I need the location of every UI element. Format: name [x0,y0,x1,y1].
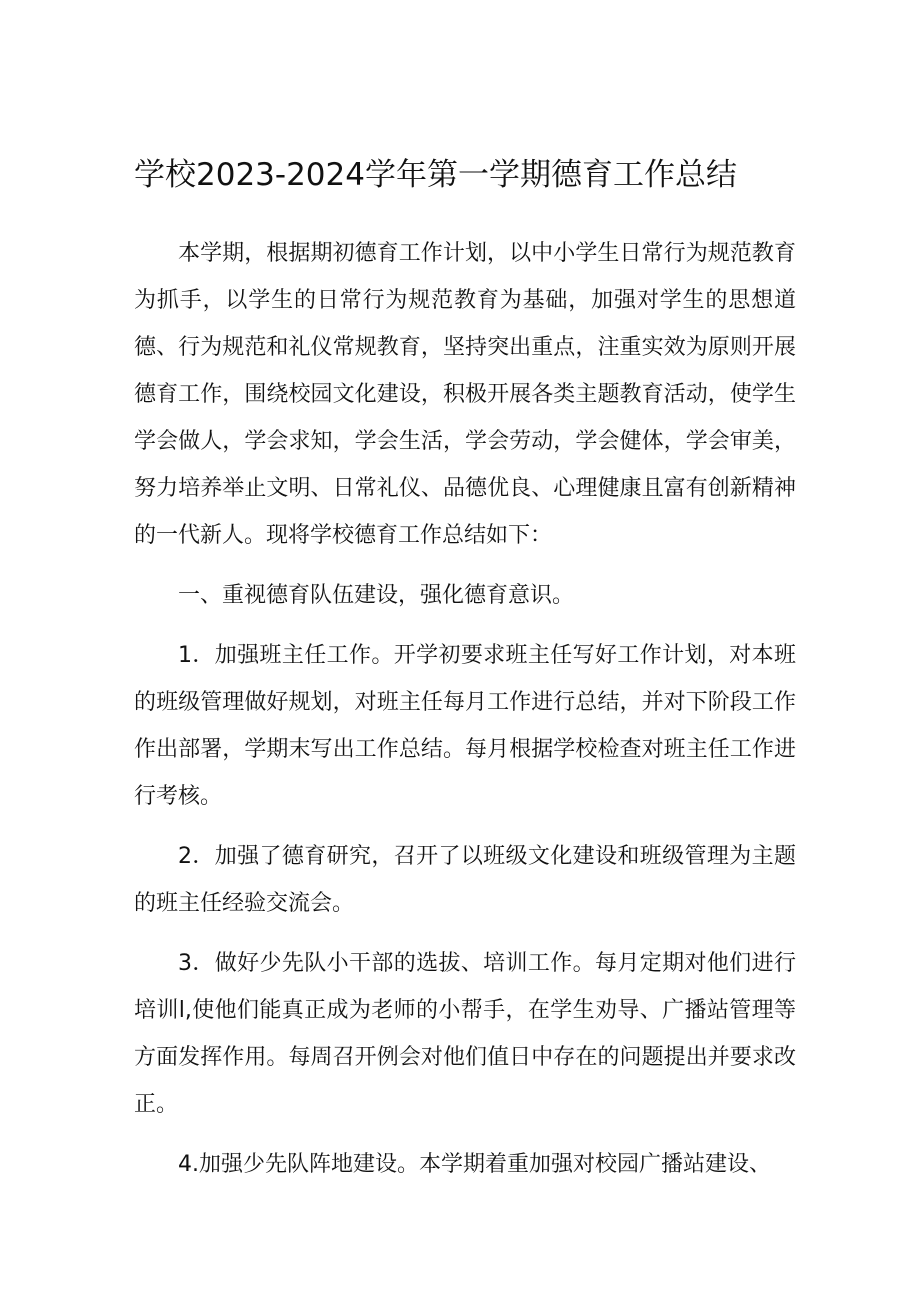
document-body [134,230,796,1201]
paragraph-item-4: 4.加强少先队阵地建设。本学期着重加强对校园广播站建设、 [178,1152,771,1177]
paragraph-item-3: 3．做好少先队小干部的选拔、培训工作。每月定期对他们进行培训l,使他们能真正成为老师的小帮手，在学生劝导、广播站管理等方面发挥作用。每周召开例会对他们值日中存在的问题提出并要求改正。 [134,951,796,1117]
paragraph-intro: 本学期，根据期初德育工作计划，以中小学生日常行为规范教育为抓手，以学生的日常行为规范教育为基础，加强对学生的思想道德、行为规范和礼仪常规教育，坚持突出重点，注重实效为原则开展德育工作，围绕校园文化建设，积极开展各类主题教育活动，使学生学会做人，学会求知，学会生活，学会劳动，学会健体，学会审美，努力培养举止文明、日常礼仪、品德优良、心理健康且富有创新精神的一代新人。现将学校德育工作总结如下： [134,241,796,548]
paragraph-item-1: 1．加强班主任工作。开学初要求班主任写好工作计划，对本班的班级管理做好规划，对班主任每月工作进行总结，并对下阶段工作作出部署，学期末写出工作总结。每月根据学校检查对班主任工作进行考核。 [134,643,796,809]
document-title: 学校2023-2024学年第一学期德育工作总结 [134,157,737,193]
paragraph-item-2: 2．加强了德育研究，召开了以班级文化建设和班级管理为主题的班主任经验交流会。 [134,844,796,916]
section-heading-1: 一、重视德育队伍建设，强化德育意识。 [178,583,575,608]
